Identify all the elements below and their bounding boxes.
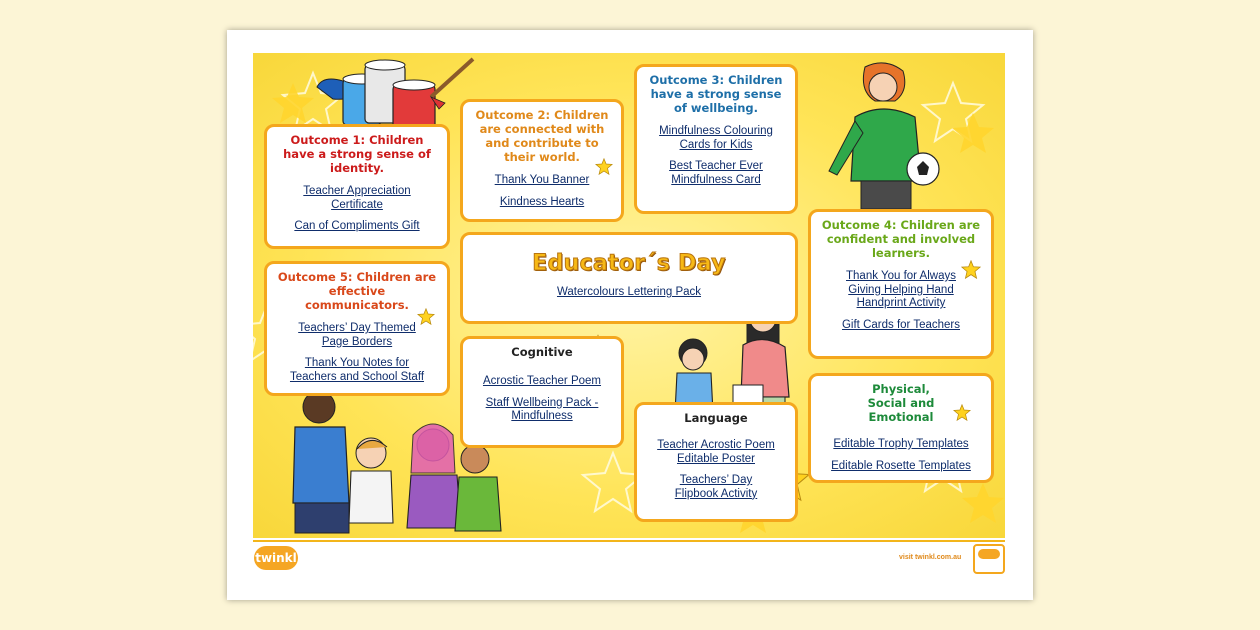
outcome-4-title: Outcome 4: Children are confident and involved learners. (821, 218, 981, 260)
page-title: Educator´s Day (532, 251, 726, 276)
star-icon (953, 404, 971, 421)
physical-link-1[interactable]: Editable Trophy Templates (833, 438, 969, 450)
language-link-1[interactable]: Teacher Acrostic Poem Editable Poster (657, 439, 775, 465)
physical-card (808, 373, 994, 483)
outcome-5-link-2[interactable]: Thank You Notes for Teachers and School Staff (289, 357, 425, 383)
language-card (634, 402, 798, 522)
quality-badge-icon (973, 544, 1005, 574)
outcome-4-link-2[interactable]: Gift Cards for Teachers (841, 318, 961, 331)
outcome-3-link-2[interactable]: Best Teacher Ever Mindfulness Card (669, 160, 763, 186)
title-link[interactable]: Watercolours Lettering Pack (556, 286, 702, 298)
outcome-2-link-1[interactable]: Thank You Banner (494, 174, 590, 186)
outcome-3-card (634, 64, 798, 214)
cognitive-title: Cognitive (511, 345, 573, 359)
outcome-1-title: Outcome 1: Children have a strong sense of identity. (283, 133, 431, 175)
teacher-with-ball-illustration (825, 61, 945, 211)
outcome-3-link-1[interactable]: Mindfulness Colouring Cards for Kids (659, 125, 773, 151)
outcome-1-link-2[interactable]: Can of Compliments Gift (294, 220, 420, 232)
language-link-2[interactable]: Teachers’ Day Flipbook Activity (674, 474, 758, 500)
outcome-5-link-1[interactable]: Teachers’ Day Themed Page Borders (298, 322, 416, 348)
activity-board (253, 53, 1005, 538)
outcome-5-title: Outcome 5: Children are effective communicators. (277, 270, 437, 312)
star-icon (417, 308, 435, 325)
language-title: Language (684, 411, 748, 425)
outcome-3-title: Outcome 3: Children have a strong sense of wellbeing. (649, 73, 783, 115)
footer-rule (253, 540, 1005, 542)
physical-title: Physical, Social and Emotional (867, 382, 935, 424)
outcome-2-link-2[interactable]: Kindness Hearts (499, 195, 585, 208)
outcome-5-card (264, 261, 450, 396)
twinkl-logo[interactable]: twinkl (254, 546, 298, 570)
star-icon (595, 158, 613, 175)
footer-url[interactable]: visit twinkl.com.au (899, 554, 962, 561)
title-card (460, 232, 798, 324)
outcome-4-card (808, 209, 994, 359)
cognitive-link-1[interactable]: Acrostic Teacher Poem (482, 375, 602, 387)
outcome-2-title: Outcome 2: Children are connected with and contribute to their world. (475, 108, 609, 164)
outcome-2-card (460, 99, 624, 222)
outcome-1-link-1[interactable]: Teacher Appreciation Certificate (303, 185, 411, 211)
resource-sheet (227, 30, 1033, 600)
cognitive-link-2[interactable]: Staff Wellbeing Pack - Mindfulness (485, 396, 599, 422)
physical-link-2[interactable]: Editable Rosette Templates (831, 459, 971, 472)
star-icon (961, 260, 981, 279)
cognitive-card (460, 336, 624, 448)
outcome-4-link-1[interactable]: Thank You for Always Giving Helping Hand Handprint Activity (846, 270, 956, 309)
outcome-1-card (264, 124, 450, 249)
